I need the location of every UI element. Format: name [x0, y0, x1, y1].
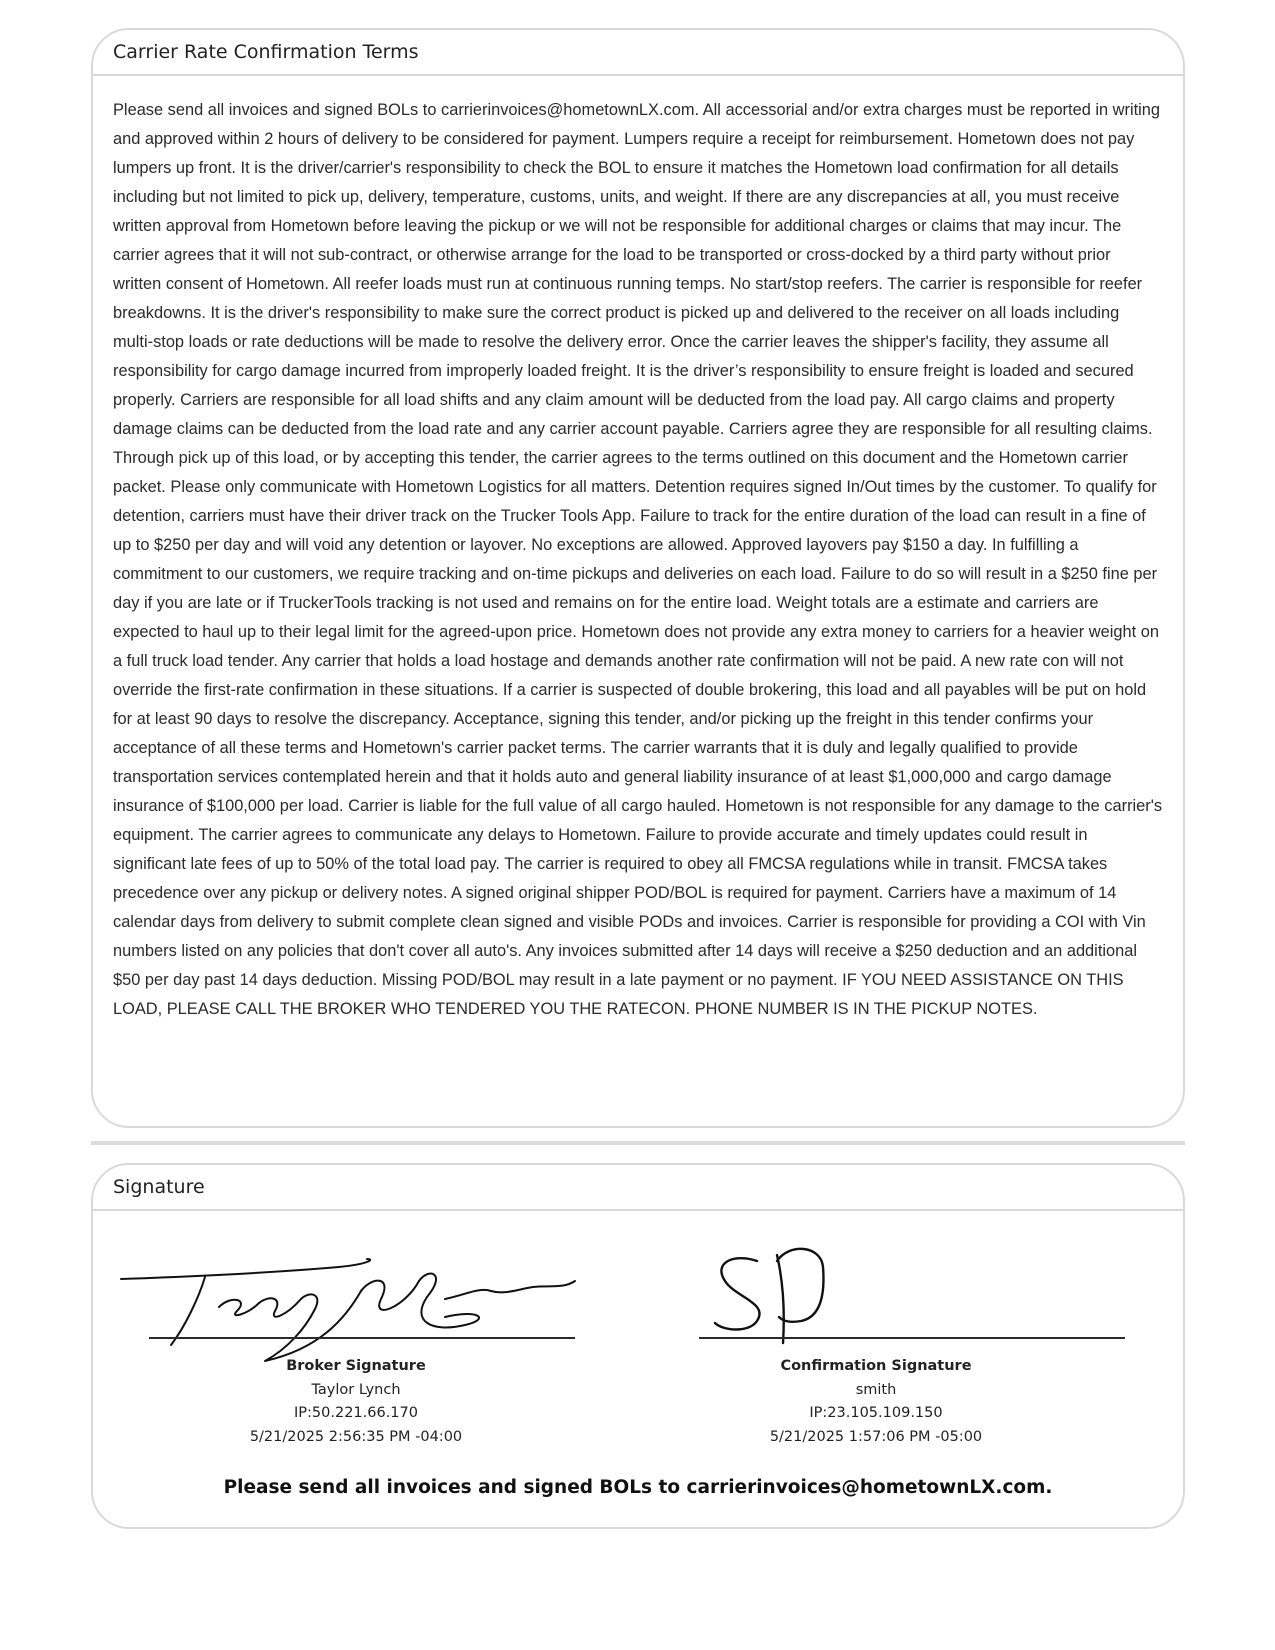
confirmation-signature-label: Confirmation Signature: [780, 1358, 972, 1374]
terms-body: Please send all invoices and signed BOLs to carrierinvoices@hometownLX.com. All accessorial and/or extra charges must be reported in writing and approved within 2 hours of delivery to be considered for payment. Lumpers require a receipt for reimbursement. Hometown does not pay lumpers up front. It is the driver/carrier's responsibility to check the BOL to ensure it matches the Hometown load confirmation for all details including but not limited to pick up, delivery, temperature, customs, units, and weight. If there are any discrepancies at all, you must receive written approval from Hometown before leaving the pickup or we will not be responsible for additional charges or claims that may incur. The carrier agrees that it will not sub-contract, or otherwise arrange for the load to be transported or cross-docked by a third party without prior written consent of Hometown. All reefer loads must run at continuous running temps. No start/stop reefers. The carrier is responsible for reefer breakdowns. It is the driver's responsibility to make sure the correct product is picked up and delivered to the receiver on all loads including multi-stop loads or rate deductions will be made to resolve the delivery error. Once the carrier leaves the shipper's facility, they assume all responsibility for cargo damage incurred from improperly loaded freight. It is the driver’s responsibility to ensure freight is loaded and secured properly. Carriers are responsible for all load shifts and any claim amount will be deducted from the load pay. All cargo claims and property damage claims can be deducted from the load rate and any carrier account payable. Carriers agree they are responsible for all resulting claims. Through pick up of this load, or by accepting this tender, the carrier agrees to the terms outlined on this document and the Hometown carrier packet. Please only communicate with Hometown Logistics for all matters. Detention requires signed In/Out times by the customer. To qualify for detention, carriers must have their driver track on the Trucker Tools App. Failure to track for the entire duration of the load can result in a fine of up to $250 per day and will void any detention or layover. No exceptions are allowed. Approved layovers pay $150 a day. In fulfilling a commitment to our customers, we require tracking and on-time pickups and deliveries on each load. Failure to do so will result in a $250 fine per day if you are late or if TruckerTools tracking is not used and remains on for the entire load. Weight totals are a estimate and carriers are expected to haul up to their legal limit for the agreed-upon price. Hometown does not provide any extra money to carriers for a heavier weight on a full truck load tender. Any carrier that holds a load hostage and demands another rate confirmation will not be paid. A new rate con will not override the first-rate confirmation in these situations. If a carrier is suspected of double brokering, this load and all payables will be put on hold for at least 90 days to resolve the discrepancy. Acceptance, signing this tender, and/or picking up the freight in this tender confirms your acceptance of all these terms and Hometown's carrier packet terms. The carrier warrants that it is duly and legally qualified to provide transportation services contemplated herein and that it holds auto and general liability insurance of at least $1,000,000 and cargo damage insurance of $100,000 per load. Carrier is liable for the full value of all cargo hauled. Hometown is not responsible for any damage to the carrier's equipment. The carrier agrees to communicate any delays to Hometown. Failure to provide accurate and timely updates could result in significant late fees of up to 50% of the total load pay. The carrier is required to obey all FMCSA regulations while in transit. FMCSA takes precedence over any pickup or delivery notes. A signed original shipper POD/BOL is required for payment. Carriers have a maximum of 14 calendar days from delivery to submit complete clean signed and visible PODs and invoices. Carrier is responsible for providing a COI with Vin numbers listed on any policies that don't cover all auto's. Any invoices submitted after 14 days will receive a $250 deduction and an additional $50 per day past 14 days deduction. Missing POD/BOL may result in a late payment or no payment. IF YOU NEED ASSISTANCE ON THIS LOAD, PLEASE CALL THE BROKER WHO TENDERED YOU THE RATECON. PHONE NUMBER IS IN THE PICKUP NOTES.: [113, 101, 1163, 1018]
terms-title: Carrier Rate Confirmation Terms: [113, 41, 419, 63]
confirmation-signature-image: [713, 1241, 843, 1351]
signature-title: Signature: [113, 1176, 205, 1198]
confirmation-signature-line: [699, 1337, 1125, 1339]
invoice-instruction-note: Please send all invoices and signed BOLs to carrierinvoices@hometownLX.com.: [223, 1477, 1053, 1498]
broker-name: Taylor Lynch: [311, 1381, 401, 1398]
confirmation-ip: IP:23.105.109.150: [809, 1405, 943, 1421]
section-divider: [91, 1141, 1185, 1145]
confirmation-name: smith: [855, 1381, 897, 1398]
broker-ip: IP:50.221.66.170: [294, 1405, 418, 1421]
confirmation-signature-block: [661, 1355, 1091, 1449]
broker-signature-block: [141, 1355, 571, 1449]
broker-signature-label: Broker Signature: [286, 1358, 426, 1374]
signature-card: [91, 1163, 1185, 1529]
signature-header: [93, 1165, 1183, 1211]
terms-card: [91, 28, 1185, 1128]
broker-datetime: 5/21/2025 2:56:35 PM -04:00: [249, 1428, 463, 1445]
confirmation-datetime: 5/21/2025 1:57:06 PM -05:00: [769, 1428, 983, 1445]
broker-signature-line: [149, 1337, 575, 1339]
terms-header: [93, 30, 1183, 76]
